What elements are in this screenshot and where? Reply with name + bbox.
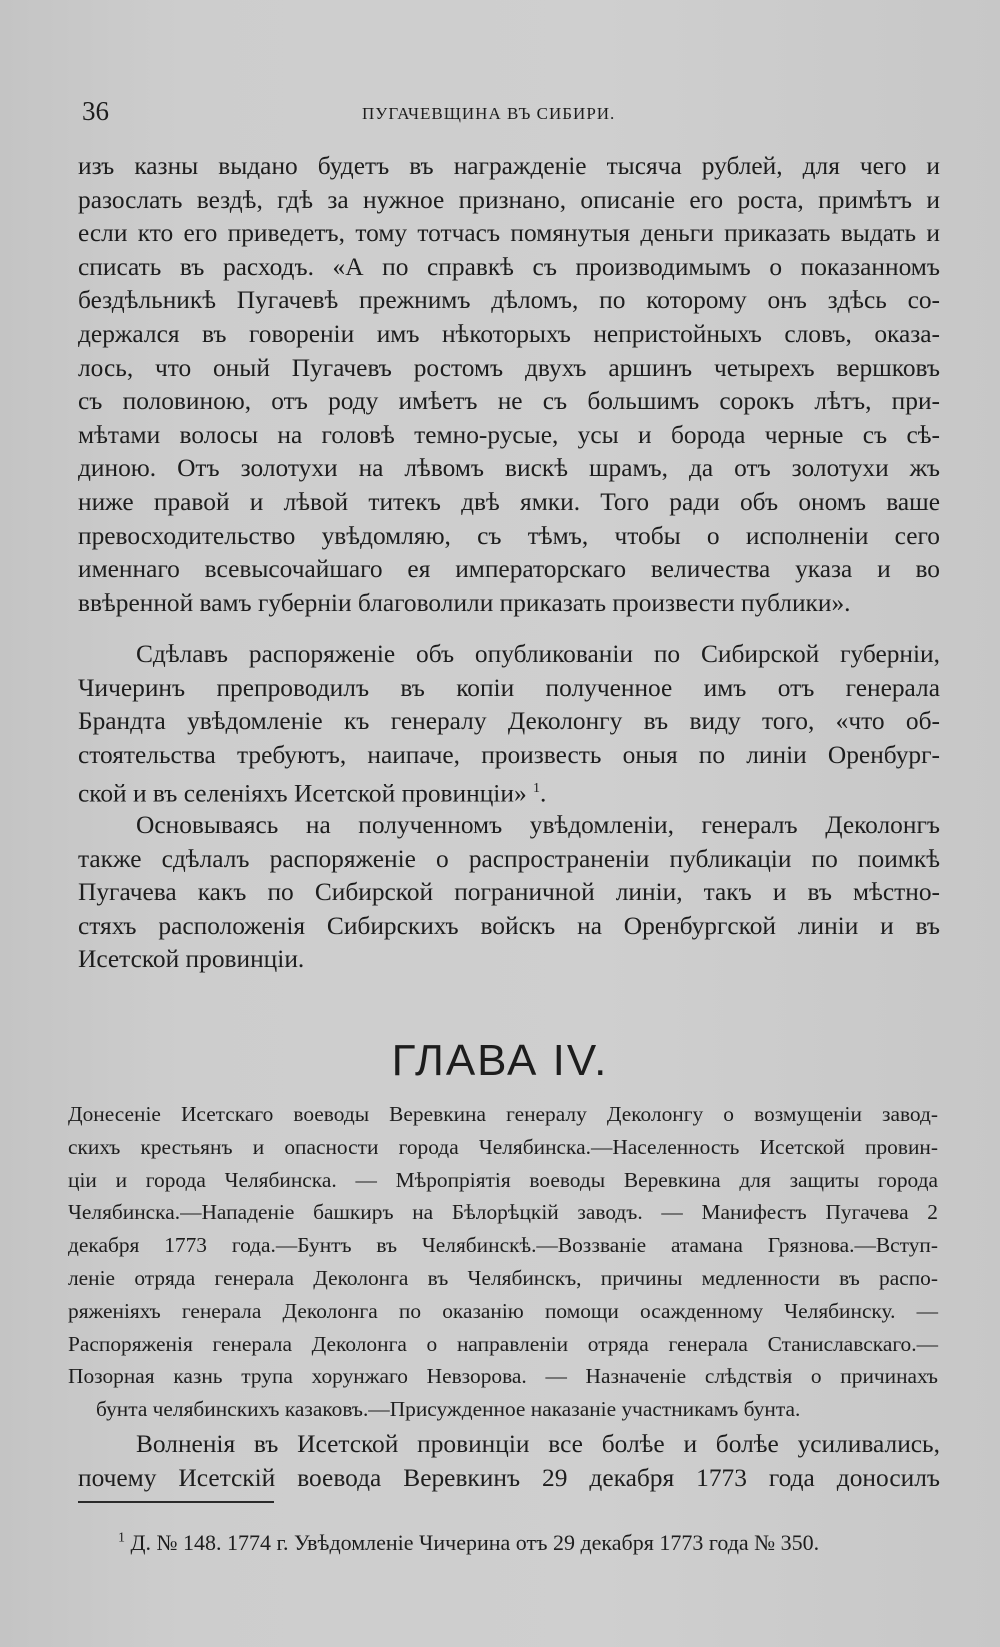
text-line: разослать вездѣ, гдѣ за нужное признано, описаніе его роста, примѣтъ и [78, 185, 940, 214]
summary-line: Позорная казнь трупа хорунжаго Невзорова. — Назначеніе слѣдствія о причинахъ [68, 1364, 938, 1389]
text-line: Пугачева какъ по Сибирской пограничной линіи, такъ и въ мѣстно- [78, 878, 940, 907]
footnote [118, 1530, 819, 1556]
text-line: почему Исетскій воевода Веревкинъ 29 декабря 1773 года доносилъ [78, 1463, 940, 1492]
text-line: диною. Отъ золотухи на лѣвомъ вискѣ шрамъ, да отъ золотухи жъ [78, 454, 940, 483]
page-header [82, 96, 942, 136]
summary-line: леніе отряда генерала Деколонга въ Челябинскъ, причины медленности въ распо- [68, 1265, 938, 1290]
footnote-reference: 1 [533, 781, 540, 797]
text-line: стяхъ расположенія Сибирскихъ войскъ на Оренбургской линіи и въ [78, 911, 940, 940]
text-line: изъ казны выдано будетъ въ награжденіе тысяча рублей, для чего и [78, 152, 940, 180]
summary-line: декабря 1773 года.—Бунтъ въ Челябинскѣ.—Воззваніе атамана Грязнова.—Вступ- [68, 1233, 938, 1258]
summary-line: скихъ крестьянъ и опасности города Челябинска.—Населенность Исетской провин- [68, 1134, 938, 1159]
paragraph-4 [78, 1428, 940, 1495]
chapter-summary [68, 1098, 938, 1426]
text-line: также сдѣлалъ распоряженіе о распространеніи публикаціи по поимкѣ [78, 844, 940, 873]
text-line: Основываясь на полученномъ увѣдомленіи, генералъ Деколонгъ [136, 811, 940, 839]
text-line: если кто его приведетъ, тому тотчасъ помянутыя деньги приказать выдать и [78, 219, 940, 248]
summary-line: Челябинска.—Нападеніе башкиръ на Бѣлорѣцкій заводъ. — Манифестъ Пугачева 2 [68, 1200, 938, 1225]
summary-line: ціи и города Челябинска. — Мѣропріятія воеводы Веревкина для защиты города [68, 1167, 938, 1192]
text-line: списать въ расходъ. «А по справкѣ съ производимымъ о показанномъ [78, 252, 940, 281]
summary-line: Донесеніе Исетскаго воеводы Веревкина генералу Деколонгу о возмущеніи завод- [68, 1102, 938, 1126]
text-line: бездѣльникѣ Пугачевѣ прежнимъ дѣломъ, по которому онъ здѣсь со- [78, 286, 940, 315]
text-line: Брандта увѣдомленіе къ генералу Деколонгу въ виду того, «что об- [78, 707, 940, 736]
summary-line: Распоряженія генерала Деколонга о направленіи отряда генерала Станиславскаго.— [68, 1331, 938, 1356]
text-line: превосходительство увѣдомляю, съ тѣмъ, чтобы о исполненіи сего [78, 521, 940, 550]
text-line: Исетской провинціи. [78, 945, 305, 974]
footnote-text: Д. № 148. 1774 г. Увѣдомленіе Чичерина отъ 29 декабря 1773 года № 350. [130, 1530, 820, 1555]
text-line: ской и въ селеніяхъ Исетской провинціи» $^1$. [78, 779, 547, 808]
text-line: стоятельства требуютъ, наипаче, произвесть оныя по линіи Оренбург- [78, 740, 940, 769]
text-line: съ половиною, отъ роду имѣетъ не съ большимъ сорокъ лѣтъ, при- [78, 387, 940, 416]
summary-line: ряженіяхъ генерала Деколонга по оказанію помощи осажденному Челябинску. — [68, 1298, 938, 1323]
text-line-content: ской и въ селеніяхъ Исетской провинціи» [78, 779, 527, 808]
text-line: Сдѣлавъ распоряженіе объ опубликованіи по Сибирской губерніи, [136, 640, 940, 668]
text-line: именнаго всевысочайшаго ея императорскаго величества указа и во [78, 555, 940, 584]
paragraph-1 [78, 150, 940, 620]
text-line: мѣтами волосы на головѣ темно-русые, усы и борода черные съ сѣ- [78, 420, 940, 449]
text-line: ввѣренной вамъ губерніи благоволили приказать произвести публики». [78, 588, 851, 617]
text-line: Чичеринъ препроводилъ въ копіи полученное имъ отъ генерала [78, 673, 940, 702]
text-line: лось, что оный Пугачевъ ростомъ двухъ аршинъ четырехъ вершковъ [78, 353, 940, 382]
paragraph-2 [78, 638, 940, 811]
chapter-title: ГЛАВА IV. [391, 1036, 609, 1085]
running-title: ПУГАЧЕВЩИНА ВЪ СИБИРИ. [362, 104, 616, 123]
page-number: 36 [82, 96, 109, 126]
text-line: ниже правой и лѣвой титекъ двѣ ямки. Того ради объ ономъ ваше [78, 487, 940, 516]
text-line: держался въ говореніи имъ нѣкоторыхъ непристойныхъ словъ, оказа- [78, 319, 940, 348]
footnote-divider [78, 1501, 274, 1503]
summary-line: бунта челябинскихъ казаковъ.—Присужденное наказаніе участникамъ бунта. [96, 1397, 801, 1422]
footnote-mark: 1 [118, 1530, 125, 1546]
text-line: Волненія въ Исетской провинціи все болѣе и болѣе усиливались, [136, 1430, 940, 1458]
paragraph-3 [78, 809, 940, 977]
